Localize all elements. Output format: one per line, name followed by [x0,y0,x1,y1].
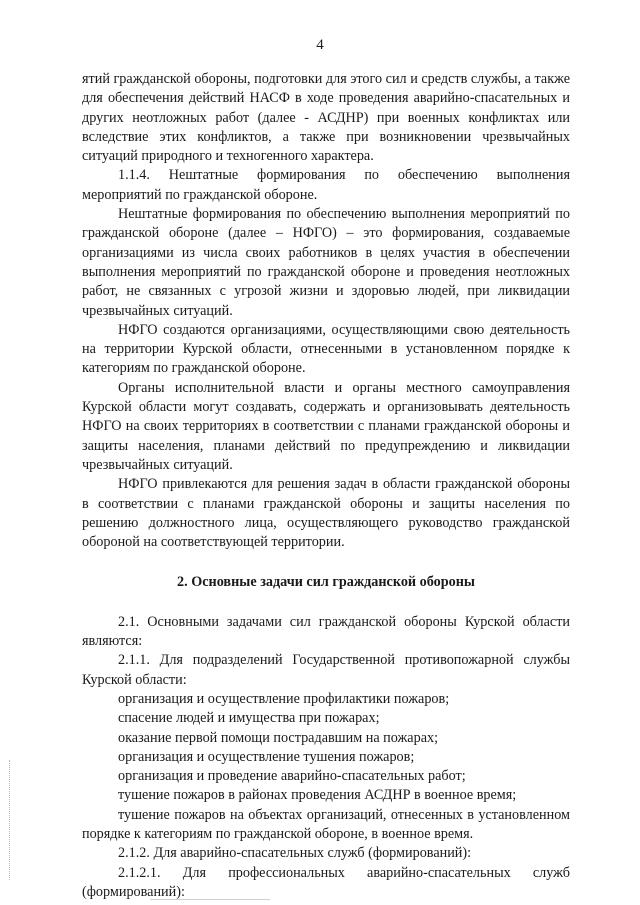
document-body [82,70,570,902]
list-item: тушение пожаров на объектах организаций, отнесенных в установленном порядке к категориям по гражданской обороне, в военное время. [82,806,570,842]
section-heading: 2. Основные задачи сил гражданской обороны [177,574,475,591]
paragraph: НФГО создаются организациями, осуществляющими свою деятельность на территории Курской области, отнесенными в установленном порядке к категориям по гражданской обороне. [82,321,570,377]
paragraph: Органы исполнительной власти и органы местного самоуправления Курской области могут создавать, содержать и организовывать деятельность НФГО на своих территориях в соответствии с планами гражданской обороны и защиты населения, планами действий по предупреждению и ликвидации чрезвычайных ситуаций. [82,379,570,473]
list-item: спасение людей и имущества при пожарах; [118,710,380,727]
scan-margin-marks [9,760,12,880]
paragraph: 1.1.4. Нештатные формирования по обеспечению выполнения мероприятий по гражданской обороне. [82,167,570,203]
paragraph: Нештатные формирования по обеспечению выполнения мероприятий по гражданской обороне (далее – НФГО) – это формирования, создаваемые организациями из числа своих работников в целях участия в обеспечении выполнения мероприятий по гражданской обороне и проведения неотложных работ, не связанных с угрозой жизни и здоровью людей, при ликвидации чрезвычайных ситуаций. [82,206,570,319]
list-item: организация и осуществление профилактики пожаров; [118,690,450,707]
page-number: 4 [316,37,324,53]
list-item: организация и осуществление тушения пожаров; [118,748,415,765]
list-item: организация и проведение аварийно-спасательных работ; [118,768,466,785]
scan-bottom-line [150,899,270,900]
list-item: оказание первой помощи пострадавшим на пожарах; [118,729,439,746]
paragraph: 2.1.2. Для аварийно-спасательных служб (формирований): [118,845,472,862]
list-item: тушение пожаров в районах проведения АСДНР в военное время; [118,787,517,804]
paragraph: 2.1. Основными задачами сил гражданской обороны Курской области являются: [82,613,570,650]
paragraph: 2.1.2.1. Для профессиональных аварийно-спасательных служб (формирований): [82,864,570,900]
paragraph: 2.1.1. Для подразделений Государственной противопожарной службы Курской области: [82,652,570,688]
paragraph: ятий гражданской обороны, подготовки для этого сил и средств службы, а также для обеспечения действий НАСФ в ходе проведения аварийно-спасательных и других неотложных работ (далее - АСДНР) при военных конфликтах или вследствие этих конфликтов, а также при возникновении чрезвычайных ситуаций природного и техногенного характера. [82,71,570,165]
paragraph: НФГО привлекаются для решения задач в области гражданской обороны в соответствии с планами гражданской обороны и защиты населения по решению должностного лица, осуществляющего руководство гражданской обороной на соответствующей территории. [82,476,570,551]
